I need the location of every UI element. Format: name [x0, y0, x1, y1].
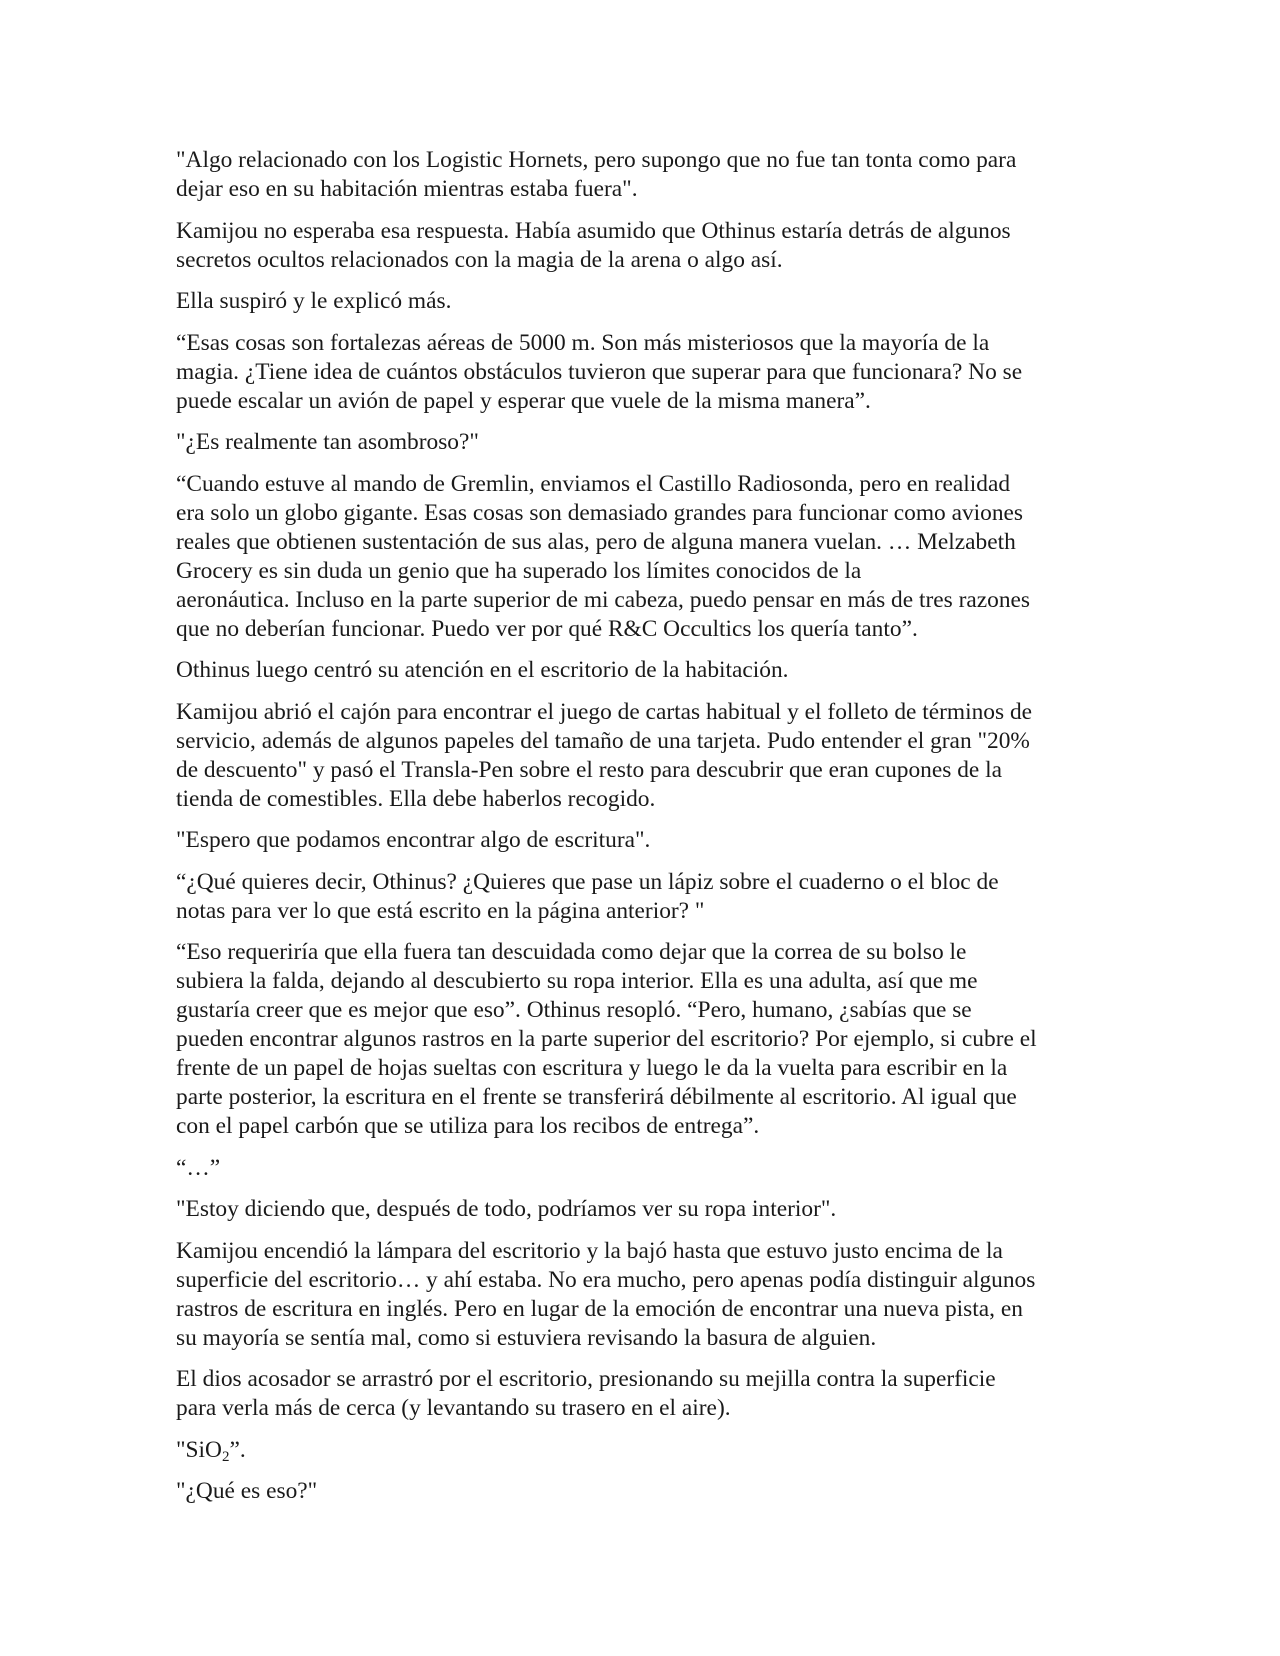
paragraph-line: aeronáutica. Incluso en la parte superior de mi cabeza, puedo pensar en más de tres razones — [176, 586, 1031, 613]
paragraph — [176, 146, 1106, 204]
paragraph-line: rastros de escritura en inglés. Pero en lugar de la emoción de encontrar una nueva pista, en — [176, 1295, 1023, 1322]
paragraph-line: superficie del escritorio… y ahí estaba. No era mucho, pero apenas podía distinguir algunos — [176, 1266, 1036, 1293]
paragraph-line: era solo un globo gigante. Esas cosas son demasiado grandes para funcionar como aviones — [176, 499, 1024, 526]
paragraph-line: Grocery es sin duda un genio que ha superado los límites conocidos de la — [176, 557, 862, 584]
paragraph-line: "Estoy diciendo que, después de todo, podríamos ver su ropa interior". — [176, 1196, 837, 1222]
paragraph-line: Kamijou abrió el cajón para encontrar el juego de cartas habitual y el folleto de términos de — [176, 698, 1033, 725]
paragraph-line: secretos ocultos relacionados con la magia de la arena o algo así. — [176, 246, 783, 273]
paragraph-list — [176, 146, 1106, 1423]
paragraph-line: puede escalar un avión de papel y esperar que vuele de la misma manera”. — [176, 387, 871, 414]
paragraph — [176, 1195, 1106, 1224]
paragraph — [176, 656, 1106, 685]
paragraph-line: "Espero que podamos encontrar algo de escritura". — [176, 827, 651, 853]
paragraph-line: de descuento" y pasó el Transla-Pen sobre el resto para descubrir que eran cupones de la — [176, 756, 1003, 783]
paragraph-line: pueden encontrar algunos rastros en la parte superior del escritorio? Por ejemplo, si cubre el — [176, 1026, 1037, 1052]
paragraph-line: magia. ¿Tiene idea de cuántos obstáculos tuvieron que superar para que funcionara? No se — [176, 358, 1023, 385]
paragraph-line: El dios acosador se arrastró por el escritorio, presionando su mejilla contra la superficie — [176, 1366, 996, 1392]
paragraph-line: “Eso requeriría que ella fuera tan descuidada como dejar que la correa de su bolso le — [176, 939, 967, 965]
paragraph-sio2 — [176, 1436, 1106, 1465]
paragraph-line: frente de un papel de hojas sueltas con escritura y luego le da la vuelta para escribir en la — [176, 1055, 1008, 1081]
paragraph-line: dejar eso en su habitación mientras estaba fuera". — [176, 176, 638, 202]
paragraph-last — [176, 1477, 1106, 1506]
subscript-2: 2 — [221, 1448, 230, 1465]
paragraph — [176, 826, 1106, 855]
paragraph-line: parte posterior, la escritura en el frente se transferirá débilmente al escritorio. Al igual que — [176, 1084, 1017, 1110]
paragraph — [176, 428, 1106, 457]
paragraph-line: subiera la falda, dejando al descubierto su ropa interior. Ella es una adulta, así que me — [176, 968, 978, 994]
paragraph — [176, 287, 1106, 316]
paragraph-line: notas para ver lo que está escrito en la página anterior? " — [176, 897, 705, 924]
paragraph-line: Othinus luego centró su atención en el escritorio de la habitación. — [176, 657, 789, 683]
paragraph-line: "¿Qué es eso?" — [176, 1478, 318, 1504]
paragraph — [176, 938, 1106, 1141]
sio2-close: ”. — [229, 1436, 246, 1463]
paragraph-line: “¿Qué quieres decir, Othinus? ¿Quieres que pase un lápiz sobre el cuaderno o el bloc de — [176, 868, 999, 895]
paragraph-line: "Algo relacionado con los Logistic Hornets, pero supongo que no fue tan tonta como para — [176, 147, 1017, 173]
paragraph-line: Kamijou encendió la lámpara del escritorio y la bajó hasta que estuvo justo encima de la — [176, 1237, 1003, 1264]
paragraph — [176, 868, 1106, 926]
paragraph-line: "¿Es realmente tan asombroso?" — [176, 429, 479, 455]
paragraph — [176, 1237, 1106, 1353]
paragraph — [176, 470, 1106, 644]
paragraph-line: “Esas cosas son fortalezas aéreas de 5000 m. Son más misteriosos que la mayoría de la — [176, 329, 990, 356]
paragraph-line: servicio, además de algunos papeles del tamaño de una tarjeta. Pudo entender el gran "20% — [176, 727, 1030, 754]
document-page — [176, 146, 1106, 1519]
paragraph — [176, 1365, 1106, 1423]
paragraph-line: reales que obtienen sustentación de sus alas, pero de alguna manera vuelan. … Melzabeth — [176, 528, 1016, 555]
paragraph — [176, 217, 1106, 275]
paragraph — [176, 329, 1106, 416]
paragraph-line: Kamijou no esperaba esa respuesta. Había asumido que Othinus estaría detrás de algunos — [176, 217, 1011, 244]
paragraph-line: “Cuando estuve al mando de Gremlin, enviamos el Castillo Radiosonda, pero en realidad — [176, 470, 1011, 497]
paragraph-line: tienda de comestibles. Ella debe haberlos recogido. — [176, 785, 656, 812]
paragraph-line: con el papel carbón que se utiliza para los recibos de entrega”. — [176, 1113, 760, 1139]
paragraph-line: para verla más de cerca (y levantando su trasero en el aire). — [176, 1395, 731, 1421]
paragraph-line: su mayoría se sentía mal, como si estuviera revisando la basura de alguien. — [176, 1324, 877, 1351]
paragraph-line: que no deberían funcionar. Puedo ver por qué R&C Occultics los quería tanto”. — [176, 615, 918, 642]
paragraph-line: gustaría creer que es mejor que eso”. Othinus resopló. “Pero, humano, ¿sabías que se — [176, 997, 972, 1023]
paragraph-line: Ella suspiró y le explicó más. — [176, 288, 452, 314]
sio2-text: "SiO — [176, 1436, 222, 1463]
paragraph — [176, 1154, 1106, 1183]
paragraph-line: “…” — [176, 1154, 221, 1181]
paragraph — [176, 698, 1106, 814]
